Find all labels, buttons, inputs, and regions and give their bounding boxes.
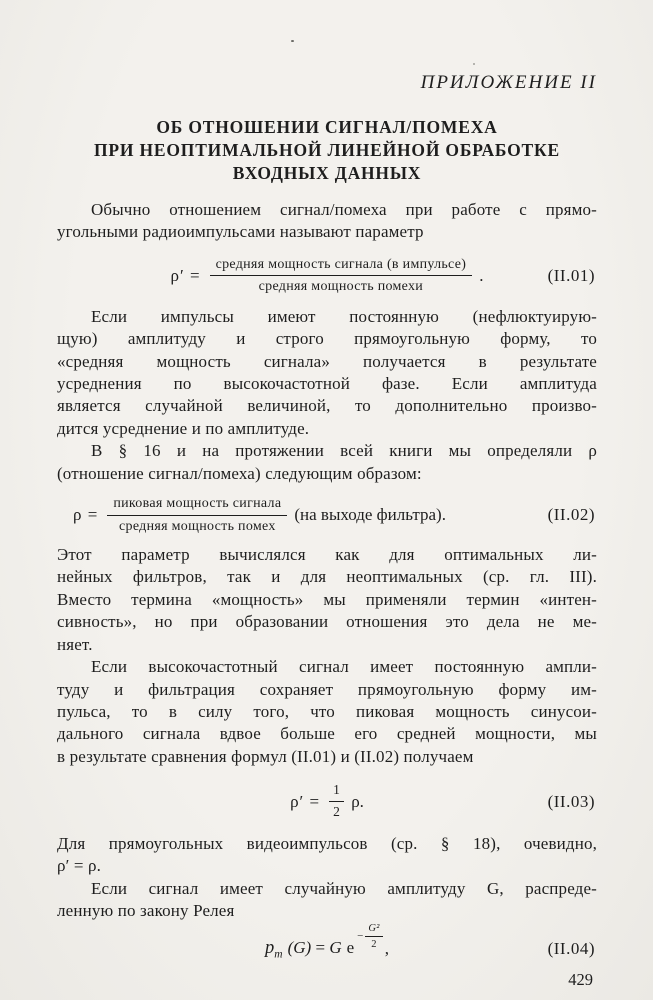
paragraph-parameter (57, 544, 597, 656)
var-p: p (265, 937, 275, 958)
fraction-numerator: пиковая мощность сигнала (107, 495, 287, 516)
text-line: сивность», но при образовании отношения это дела не ме- (57, 612, 597, 632)
text-line: ВХОДНЫХ ДАННЫХ (232, 163, 422, 183)
formula-function (265, 938, 354, 960)
text-line: ρ′ = ρ. (57, 856, 102, 876)
var-G: G (329, 937, 342, 957)
text-line: Если высокочастотный сигнал имеет постоянную ампли- (91, 657, 597, 677)
text-line: дального сигнала вдвое больше его средней мощности, мы (57, 724, 597, 744)
text-line: няет. (57, 634, 93, 654)
text-line: туду и фильтрация сохраняет прямоугольную форму им- (57, 679, 597, 699)
text-line: ОБ ОТНОШЕНИИ СИГНАЛ/ПОМЕХА (156, 117, 498, 137)
text-line: усреднения по высокочастотной фазе. Если амплитуда (57, 374, 597, 394)
formula-tail: ρ. (351, 791, 364, 811)
appendix-label: ПРИЛОЖЕНИЕ II (420, 72, 597, 93)
equation-number: (II.02) (547, 505, 595, 525)
fraction-numerator: средняя мощность сигнала (в импульсе) (210, 256, 473, 277)
text-line: Если сигнал имеет случайную амплитуду G, распреде- (91, 878, 597, 898)
argument: (G) (287, 937, 312, 957)
formula-lhs: ρ′ = (170, 265, 201, 285)
fraction (107, 495, 287, 535)
fraction-denominator: 2 (371, 938, 377, 950)
formula-tail: , (384, 939, 389, 959)
paragraph-rayleigh (57, 878, 597, 923)
paragraph-intro (57, 199, 597, 244)
text-line: нейных фильтров, так и для неоптимальных (ср. гл. III). (57, 567, 597, 587)
subscript-m: m (274, 948, 283, 961)
text-line: В § 16 и на протяжении всей книги мы определяли ρ (91, 441, 597, 461)
formula-II-04 (57, 922, 597, 964)
text-line: дится усреднение и по амплитуде. (57, 418, 310, 438)
formula-tail: . (479, 265, 484, 285)
fraction-numerator: G² (365, 922, 382, 937)
paragraph-videopulses (57, 833, 597, 878)
equation-number: (II.04) (547, 939, 595, 959)
paragraph-pulses (57, 306, 597, 440)
fraction-denominator: средняя мощность помехи (258, 279, 424, 295)
scan-speck (473, 63, 475, 65)
paragraph-hf-signal (57, 656, 597, 768)
equals-sign: = (311, 937, 330, 957)
exp-base-e: e (346, 937, 355, 957)
fraction-numerator: 1 (329, 782, 344, 802)
formula-II-01 (57, 256, 597, 296)
fraction-denominator: средняя мощность помех (119, 518, 276, 534)
fraction (329, 782, 344, 821)
fraction (210, 256, 473, 296)
text-line: Если импульсы имеют постоянную (нефлюктуирую- (91, 306, 597, 326)
formula-II-03 (57, 782, 597, 821)
text-line: является случайной величиной, то дополнительно произво- (57, 396, 597, 416)
fraction-denominator: 2 (333, 804, 341, 819)
text-line: «средняя мощность сигнала» получается в результате (57, 351, 597, 371)
equation-number: (II.03) (547, 791, 595, 811)
minus-sign: − (357, 930, 364, 943)
paragraph-definition (57, 440, 597, 485)
text-line: (отношение сигнал/помеха) следующим образом: (57, 463, 422, 483)
text-line: Для прямоугольных видеоимпульсов (ср. § 18), очевидно, (57, 833, 597, 853)
text-line: Вместо термина «мощность» мы применяли термин «интен- (57, 589, 597, 609)
text-line: угольными радиоимпульсами называют параметр (57, 222, 424, 242)
text-line: щую) амплитуду и строго прямоугольную форму, то (57, 329, 597, 349)
text-line: Обычно отношением сигнал/помеха при работе с прямо- (91, 200, 597, 219)
text-line: пульса, то в силу того, что пиковая мощность синусои- (57, 701, 597, 721)
text-line: Этот параметр вычислялся как для оптимальных ли- (57, 545, 597, 565)
text-line: ПРИ НЕОПТИМАЛЬНОЙ ЛИНЕЙНОЙ ОБРАБОТКЕ (94, 140, 560, 160)
page-title (57, 116, 597, 185)
text-line: ленную по закону Релея (57, 901, 235, 921)
exponent (357, 922, 383, 951)
formula-tail: (на выходе фильтра). (294, 505, 446, 525)
formula-lhs: ρ′ = (290, 791, 321, 811)
scan-speck (291, 40, 294, 42)
formula-lhs: ρ = (73, 505, 99, 525)
formula-II-02 (57, 495, 597, 535)
equation-number: (II.01) (547, 265, 595, 285)
exponent-fraction (365, 922, 382, 951)
page-number: 429 (568, 969, 593, 989)
text-line: в результате сравнения формул (II.01) и (II.02) получаем (57, 746, 474, 766)
